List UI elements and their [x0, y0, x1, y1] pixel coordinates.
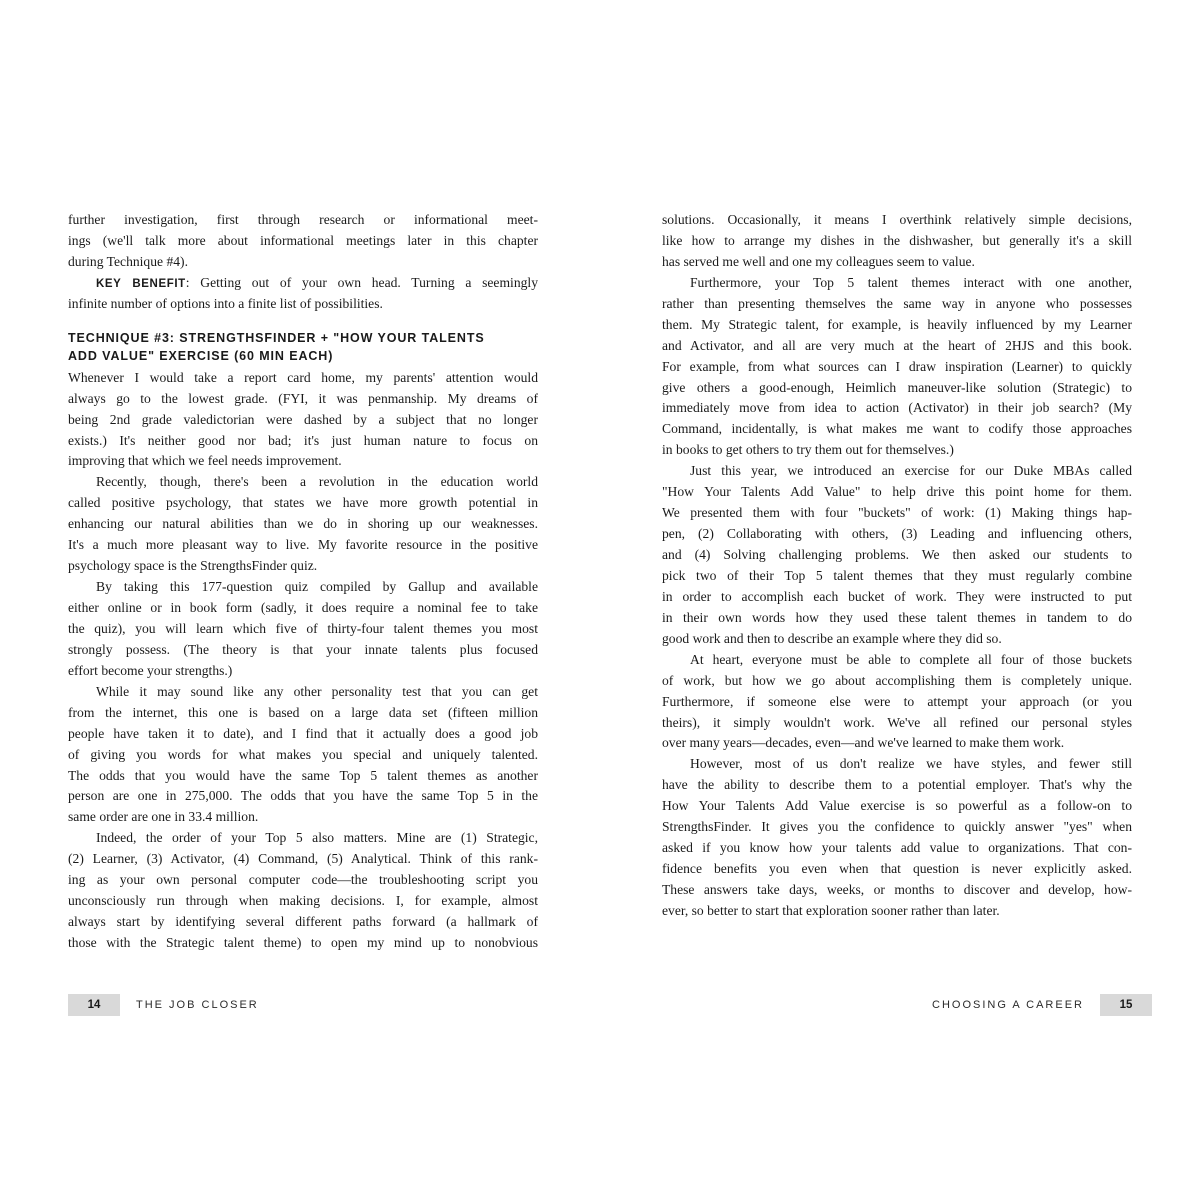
- body-line: Command, incidentally, is what makes me want to codify those approaches: [662, 421, 1132, 437]
- body-line: of giving you words for what makes you special and uniquely talented.: [68, 746, 538, 762]
- body-line: The odds that you would have the same Top 5 talent themes as another: [68, 767, 538, 783]
- body-line: pen, (2) Collaborating with others, (3) Leading and influencing others,: [662, 526, 1132, 542]
- body-line: like how to arrange my dishes in the dishwasher, but generally it's a skill: [662, 232, 1132, 248]
- body-line: being 2nd grade valedictorian were dashed by a subject that no longer: [68, 411, 538, 427]
- body-line: pick two of their Top 5 talent themes that they must regularly combine: [662, 567, 1132, 583]
- body-line: good work and then to describe an example where they did so.: [662, 630, 1002, 646]
- key-benefit-line: [68, 273, 538, 294]
- right-page: [662, 210, 1132, 922]
- page-number: 15: [1100, 994, 1152, 1016]
- body-line: them. My Strategic talent, for example, is heavily influenced by my Learner: [662, 316, 1132, 332]
- right-footer: [932, 994, 1152, 1016]
- body-line: and (4) Solving challenging problems. We then asked our students to: [662, 547, 1132, 562]
- body-line: has served me well and one my colleagues seem to value.: [662, 253, 975, 269]
- body-line: Indeed, the order of your Top 5 also matters. Mine are (1) Strategic,: [96, 830, 538, 846]
- body-line: those with the Strategic talent theme) to open my mind up to nonobvious: [68, 935, 538, 950]
- body-line: people have taken it to date), and I find that it actually does a good job: [68, 725, 538, 741]
- body-line: ing as your own personal computer code—the troubleshooting script you: [68, 872, 538, 888]
- body-line: always go to the lowest grade. (FYI, it was penmanship. My dreams of: [68, 390, 538, 406]
- body-line: Recently, though, there's been a revolution in the education world: [96, 474, 538, 490]
- key-benefit-text: : Getting out of your own head. Turning a seemingly: [185, 274, 538, 290]
- body-line: have the ability to describe them to a potential employer. That's why the: [662, 777, 1132, 793]
- body-line: How Your Talents Add Value exercise is so powerful as a follow-on to: [662, 798, 1132, 814]
- body-line: psychology space is the StrengthsFinder quiz.: [68, 558, 318, 574]
- body-line: Whenever I would take a report card home, my parents' attention would: [68, 369, 538, 385]
- body-line: These answers take days, weeks, or months to discover and develop, how-: [662, 882, 1132, 897]
- body-line: infinite number of options into a finite list of possibilities.: [68, 295, 383, 311]
- body-line: "How Your Talents Add Value" to help drive this point home for them.: [662, 484, 1132, 500]
- body-line: unconsciously run through when making decisions. I, for example, almost: [68, 893, 538, 909]
- body-line: immediately move from idea to action (Activator) in their job search? (My: [662, 400, 1132, 416]
- body-line: rather than presenting themselves the same way in anyone who possesses: [662, 295, 1132, 311]
- body-line: fidence benefits you even when that question is never explicitly asked.: [662, 861, 1132, 877]
- body-line: Furthermore, your Top 5 talent themes interact with one another,: [690, 274, 1132, 290]
- body-line: either online or in book form (sadly, it does require a nominal fee to take: [68, 600, 538, 615]
- body-line: person are one in 275,000. The odds that you have the same Top 5 in the: [68, 788, 538, 804]
- body-line: strongly possess. (The theory is that your innate talents plus focused: [68, 641, 538, 657]
- body-line: It's a much more pleasant way to live. My favorite resource in the positive: [68, 537, 538, 553]
- body-line: the quiz), you will learn which five of thirty-four talent themes you most: [68, 620, 538, 636]
- running-head: CHOOSING A CAREER: [932, 999, 1084, 1011]
- body-line: exists.) It's neither good nor bad; it's just human nature to focus on: [68, 432, 538, 448]
- body-line: effort become your strengths.): [68, 662, 233, 678]
- body-line: always start by identifying several different paths forward (a hallmark of: [68, 914, 538, 930]
- body-line: in their own words how they used these talent themes in tandem to do: [662, 609, 1132, 625]
- body-line: Furthermore, if someone else were to attempt your approach (or you: [662, 693, 1132, 709]
- left-body-text: [68, 368, 538, 954]
- body-line: ever, so better to start that exploration sooner rather than later.: [662, 902, 1000, 918]
- section-heading: [68, 329, 538, 365]
- body-line: Just this year, we introduced an exercise for our Duke MBAs called: [690, 463, 1132, 479]
- left-page: [68, 210, 538, 954]
- body-line: give others a good-enough, Heimlich maneuver-like solution (Strategic) to: [662, 379, 1132, 395]
- body-line: in books to get others to try them out for themselves.): [662, 442, 954, 458]
- body-line: same order are one in 33.4 million.: [68, 809, 259, 825]
- body-line: improving that which we feel needs improvement.: [68, 453, 342, 469]
- key-benefit-label: KEY BENEFIT: [96, 277, 186, 290]
- body-line: asked if you know how your talents add value to organizations. That con-: [662, 840, 1132, 856]
- body-line: (2) Learner, (3) Activator, (4) Command, (5) Analytical. Think of this rank-: [68, 851, 538, 867]
- body-line: theirs), it simply wouldn't work. We've all refined our personal styles: [662, 714, 1132, 730]
- body-line: from the internet, this one is based on a large data set (fifteen million: [68, 704, 538, 720]
- right-body-text: [662, 210, 1132, 922]
- body-line: of work, but how we go about accomplishing them is completely unique.: [662, 672, 1132, 688]
- section-heading-line: ADD VALUE" EXERCISE (60 MIN EACH): [68, 348, 334, 363]
- body-line: and Activator, and all are very much at the heart of 2HJS and this book.: [662, 337, 1132, 353]
- body-line: called positive psychology, that states we have more growth potential in: [68, 495, 538, 511]
- section-heading-line: TECHNIQUE #3: STRENGTHSFINDER + "HOW YOUR TALENTS: [68, 330, 485, 345]
- page-number: 14: [68, 994, 120, 1016]
- body-line: At heart, everyone must be able to complete all four of those buckets: [690, 651, 1132, 667]
- running-head: THE JOB CLOSER: [136, 999, 259, 1011]
- body-line: StrengthsFinder. It gives you the confidence to quickly answer "yes" when: [662, 819, 1132, 835]
- body-line: further investigation, first through research or informational meet-: [68, 212, 538, 227]
- body-line: over many years—decades, even—and we've learned to make them work.: [662, 735, 1065, 751]
- body-line: For example, from what sources can I draw inspiration (Learner) to quickly: [662, 358, 1132, 374]
- body-line: solutions. Occasionally, it means I overthink relatively simple decisions,: [662, 212, 1132, 227]
- body-line: By taking this 177-question quiz compiled by Gallup and available: [96, 579, 538, 595]
- body-line: ings (we'll talk more about informational meetings later in this chapter: [68, 232, 538, 248]
- body-line: We presented them with four "buckets" of work: (1) Making things hap-: [662, 505, 1132, 521]
- body-line: However, most of us don't realize we have styles, and fewer still: [690, 756, 1132, 772]
- body-line: during Technique #4).: [68, 253, 188, 269]
- body-line: in order to accomplish each bucket of work. They were instructed to put: [662, 588, 1132, 604]
- body-line: enhancing our natural abilities than we do in shoring up our weaknesses.: [68, 516, 538, 532]
- left-footer: [68, 994, 259, 1016]
- body-line: While it may sound like any other personality test that you can get: [96, 683, 538, 699]
